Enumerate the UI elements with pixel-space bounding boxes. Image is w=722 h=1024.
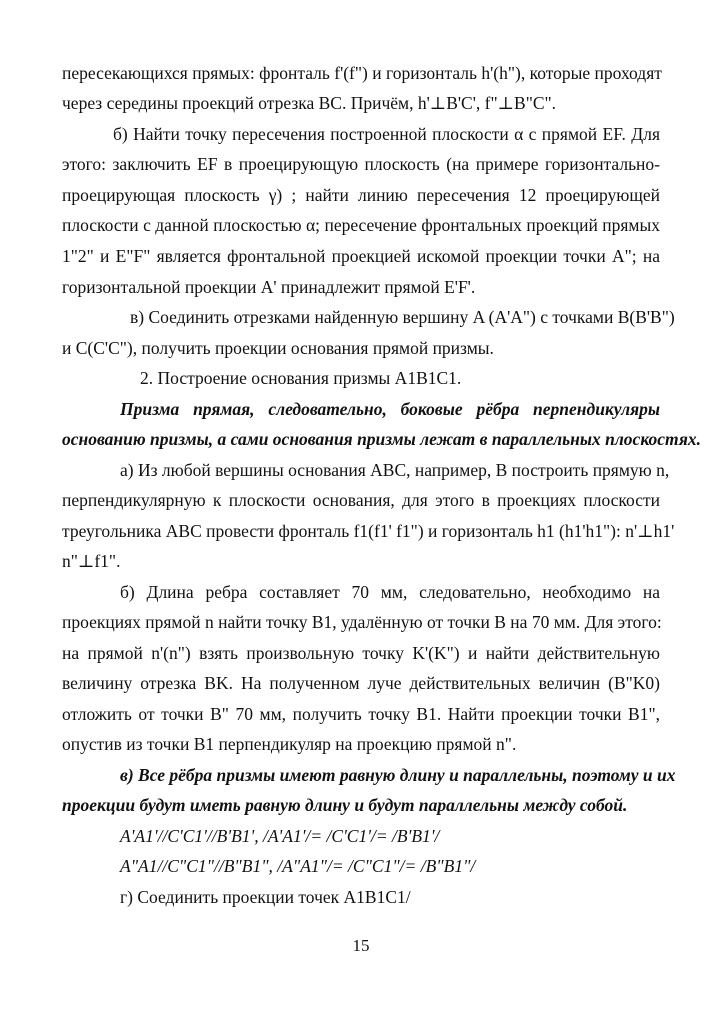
text-line-25: проекции будут иметь равную длину и будут параллельны между собой. [62, 795, 628, 815]
text-line-4: этого: заключить EF в проецирующую плоскость (на примере горизонтально- [62, 154, 660, 174]
text-line-2: через середины проекций отрезка BC. Причём, h'⊥B'C', f"⊥B"C". [62, 93, 557, 113]
section-heading: 2. Построение основания призмы A1B1C1. [140, 368, 462, 388]
text-line-23: опустив из точки B1 перпендикуляр на проекцию прямой n". [62, 734, 517, 754]
text-line-28: г) Соединить проекции точек A1B1C1/ [120, 887, 411, 907]
text-line-22: отложить от точки B" 70 мм, получить точку B1. Найти проекции точки B1", [62, 704, 660, 724]
text-line-13: основанию призмы, а сами основания призмы лежат в параллельных плоскостях. [62, 429, 702, 449]
text-line-21: величину отрезка BK. На полученном луче действительных величин (B"K0) [62, 673, 660, 693]
text-line-3: б) Найти точку пересечения построенной плоскости α с прямой EF. Для [113, 124, 660, 144]
page-number: 15 [352, 936, 370, 955]
text-line-5: проецирующая плоскость γ) ; найти линию пересечения 12 проецирующей [62, 185, 660, 205]
text-line-19: проекциях прямой n найти точку B1, удалённую от точки B на 70 мм. Для этого: [62, 612, 662, 632]
text-line-10: и C(C'C"), получить проекции основания прямой призмы. [62, 338, 494, 358]
text-line-17: n"⊥f1". [62, 551, 121, 571]
text-line-14: а) Из любой вершины основания ABC, например, B построить прямую n, [120, 460, 670, 480]
text-line-16: треугольника ABC провести фронталь f1(f1' f1") и горизонталь h1 (h1'h1"): n'⊥h1' [62, 521, 675, 541]
text-line-15: перпендикулярную к плоскости основания, для этого в проекциях плоскости [62, 490, 660, 510]
text-line-9: в) Соединить отрезками найденную вершину A (A'A") с точками B(B'B") [130, 307, 675, 327]
formula-line-2: A"A1//C"C1"//B"B1", /A"A1"/= /C"C1"/= /B"B1"/ [120, 856, 476, 876]
formula-line-1: A'A1'//C'C1'//B'B1', /A'A1'/= /C'C1'/= /B'B1'/ [120, 826, 440, 846]
text-line-12: Призма прямая, следовательно, боковые рёбра перпендикуляры [120, 399, 660, 419]
text-line-1: пересекающихся прямых: фронталь f'(f") и горизонталь h'(h"), которые проходят [62, 63, 662, 83]
text-line-6: плоскости с данной плоскостью α; пересечение фронтальных проекций прямых [62, 215, 660, 235]
text-line-24: в) Все рёбра призмы имеют равную длину и параллельны, поэтому и их [120, 765, 676, 785]
text-line-8: горизонтальной проекции A' принадлежит прямой E'F'. [62, 277, 476, 297]
text-line-18: б) Длина ребра составляет 70 мм, следовательно, необходимо на [120, 582, 660, 602]
text-line-20: на прямой n'(n") взять произвольную точку K'(K") и найти действительную [62, 643, 660, 663]
text-line-7: 1"2" и E"F" является фронтальной проекцией искомой проекции точки A"; на [62, 246, 660, 266]
